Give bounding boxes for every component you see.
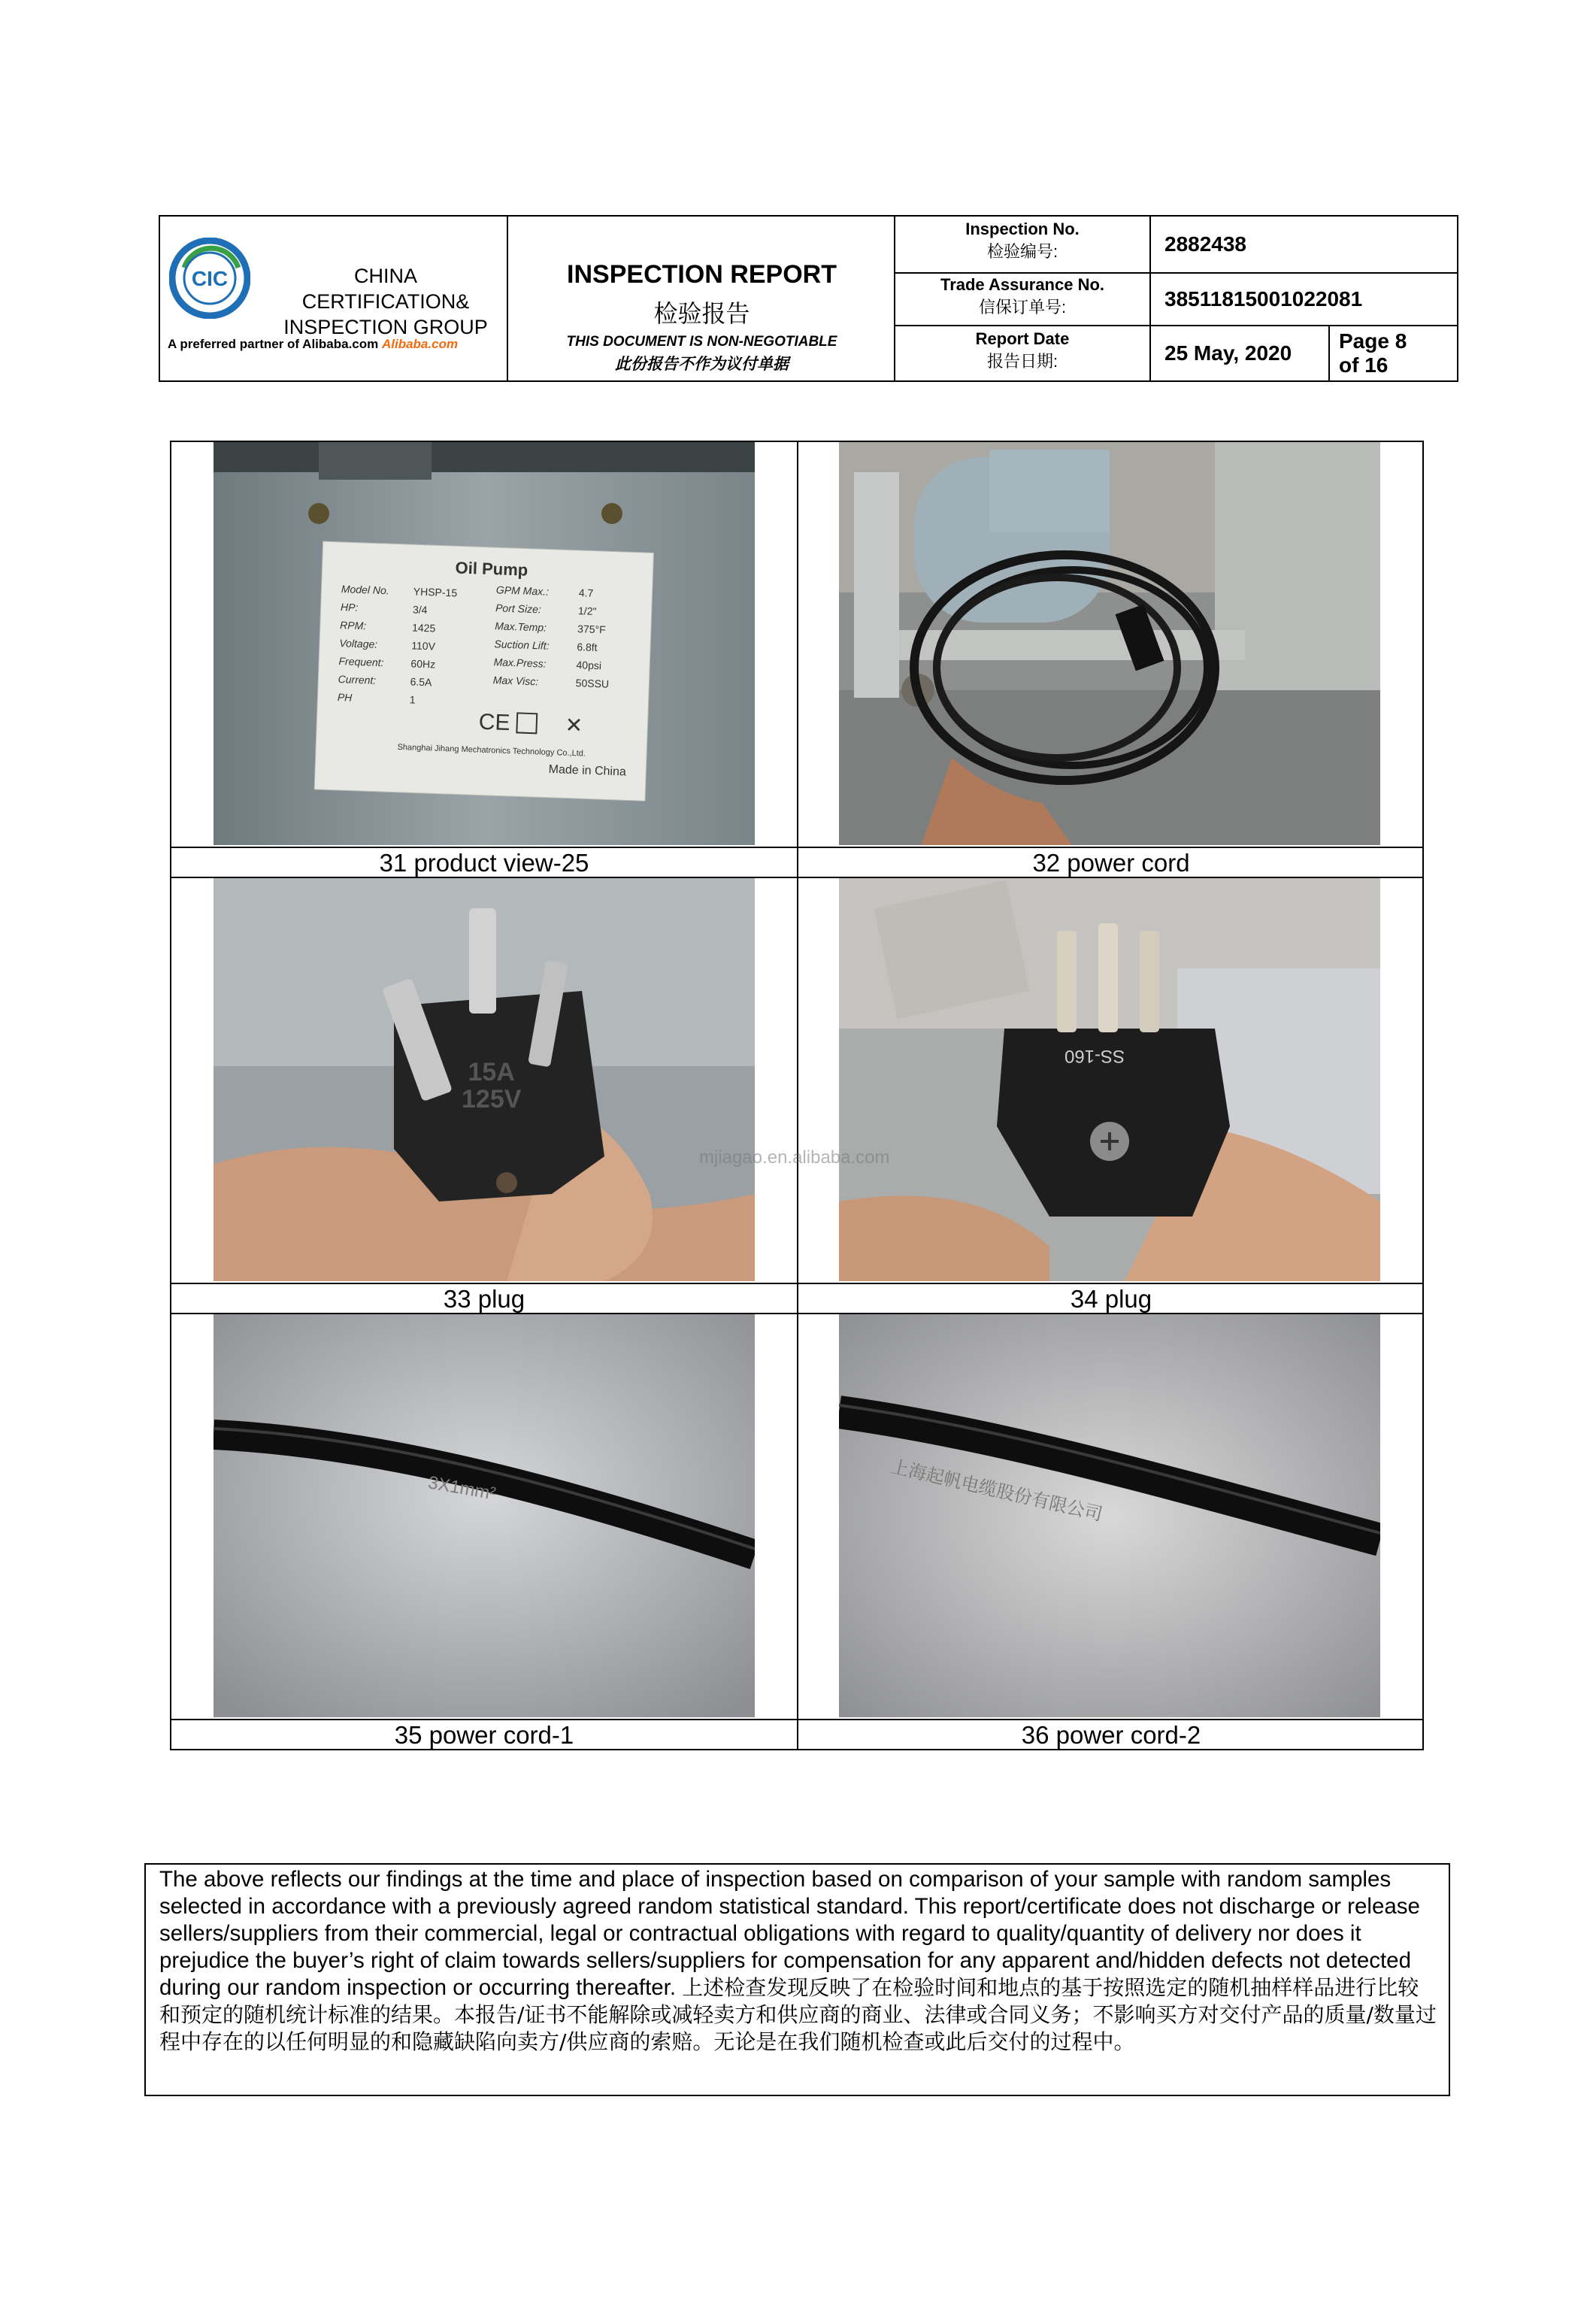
alibaba-partner-text: A preferred partner of Alibaba.com Alibaba.com [168, 337, 459, 351]
inspection-no-value: 2882438 [1164, 232, 1247, 256]
alibaba-logo-icon: Alibaba.com [381, 337, 459, 351]
plate-spec-row: Max Visc: 50SSU [492, 674, 610, 690]
plug-rating-text: 15A 125V [462, 1058, 522, 1114]
report-header [159, 215, 1458, 382]
photo-plug-front [214, 878, 755, 1281]
plate-spec-row: HP: 3/4 [340, 601, 428, 617]
weee-bin-icon: ✕ [565, 713, 583, 738]
plate-spec-row: GPM Max.: 4.7 [495, 583, 594, 599]
non-negotiable-note-cn: 此份报告不作为议付单据 [615, 356, 789, 373]
plate-spec-row: RPM: 1425 [339, 619, 436, 635]
non-negotiable-note: THIS DOCUMENT IS NON-NEGOTIABLE [566, 334, 837, 350]
photo-caption: 34 plug [1070, 1285, 1152, 1313]
photo-caption: 32 power cord [1032, 849, 1190, 877]
double-insulation-icon [516, 712, 538, 734]
plate-spec-row: Max.Press: 40psi [493, 656, 602, 672]
photo-power-cord-2 [839, 1314, 1380, 1717]
report-title: INSPECTION REPORT [567, 260, 837, 289]
ce-mark-icon: CE [478, 709, 511, 736]
inspection-no-label: Inspection No. 检验编号: [965, 220, 1080, 261]
company-logo-block [160, 217, 508, 380]
photo-power-cord-1 [214, 1314, 755, 1717]
report-title-block [508, 217, 895, 380]
photo-product-view-label [214, 442, 755, 845]
oil-pump-label-plate: Oil Pump Model No. YHSP-15 HP: 3/4 RPM: 1425 Voltage: 110V Frequent: 60Hz Current: 6.5A PH 1 GPM Max.: 4.7 Port Size: 1/2" Max.Temp: 375°F Suction Lift: 6.8ft Max.Press: 40psi Max Visc: 50SSU CE ✕ Shanghai Jihang Mechatronics Technology Co.,Ltd. Made in China [337, 558, 627, 779]
photo-caption: 33 plug [443, 1285, 525, 1313]
plate-spec-row: Frequent: 60Hz [338, 655, 436, 671]
report-date-label: Report Date 报告日期: [975, 329, 1070, 371]
photo-power-cord [839, 442, 1380, 845]
plate-spec-row: PH 1 [337, 691, 416, 706]
plate-spec-row: Model No. YHSP-15 [341, 583, 458, 599]
cic-logo-icon [169, 238, 250, 319]
plate-spec-row: Voltage: 110V [339, 637, 436, 653]
trade-assurance-label: Trade Assurance No. 信保订单号: [940, 275, 1105, 317]
disclaimer-box [144, 1863, 1450, 2096]
plate-spec-row: Port Size: 1/2" [495, 601, 597, 617]
report-date-value: 25 May, 2020 [1164, 341, 1292, 365]
plate-spec-row: Suction Lift: 6.8ft [494, 638, 598, 654]
report-title-cn: 检验报告 [653, 300, 750, 327]
watermark: mjiagao.en.alibaba.com [699, 1147, 890, 1168]
trade-assurance-value: 38511815001022081 [1164, 287, 1363, 311]
photo-caption: 36 power cord-2 [1021, 1721, 1201, 1749]
cable-size-text: 3X1mm² [426, 1472, 498, 1504]
svg-text:CIC: CIC [191, 267, 229, 290]
plate-spec-row: Current: 6.5A [338, 673, 432, 689]
photo-caption: 31 product view-25 [379, 849, 589, 877]
plate-spec-row: Max.Temp: 375°F [495, 620, 607, 636]
cable-maker-text: 上海起帆电缆股份有限公司 [889, 1456, 1105, 1526]
photo-grid [170, 441, 1424, 1750]
disclaimer-chinese: 上述检查发现反映了在检验时间和地点的基于按照选定的随机抽样样品进行比较和预定的随机统计标准的结果。本报告/证书不能解除或减轻卖方和供应商的商业、法律或合同义务；不影响买方对交付产品的质量/数量过程中存在的以任何明显的和隐藏缺陷向卖方/供应商的索赔。无论是在我们随机检查或此后交付的过程中。 [159, 1975, 1437, 2054]
page-number: Page 8 of 16 [1339, 329, 1407, 377]
disclaimer-english: The above reflects our findings at the time and place of inspection based on comparison of your sample with random samples selected in accordance with a previously agreed random statistical standard. This report/certificate does not discharge or release sellers/suppliers from their commercial, legal or contractual obligations with regard to quality/quantity of delivery nor does it prejudice the buyer’s right of claim towards sellers/suppliers for compensation for any apparent and/hidden defects not detected during our random inspection or occurring thereafter. [159, 1867, 1420, 2000]
company-name: CHINA CERTIFICATION& INSPECTION GROUP [283, 265, 488, 338]
plug-model-text: SS-160 [1065, 1046, 1125, 1066]
photo-plug-back [839, 878, 1380, 1281]
photo-caption: 35 power cord-1 [394, 1721, 574, 1749]
